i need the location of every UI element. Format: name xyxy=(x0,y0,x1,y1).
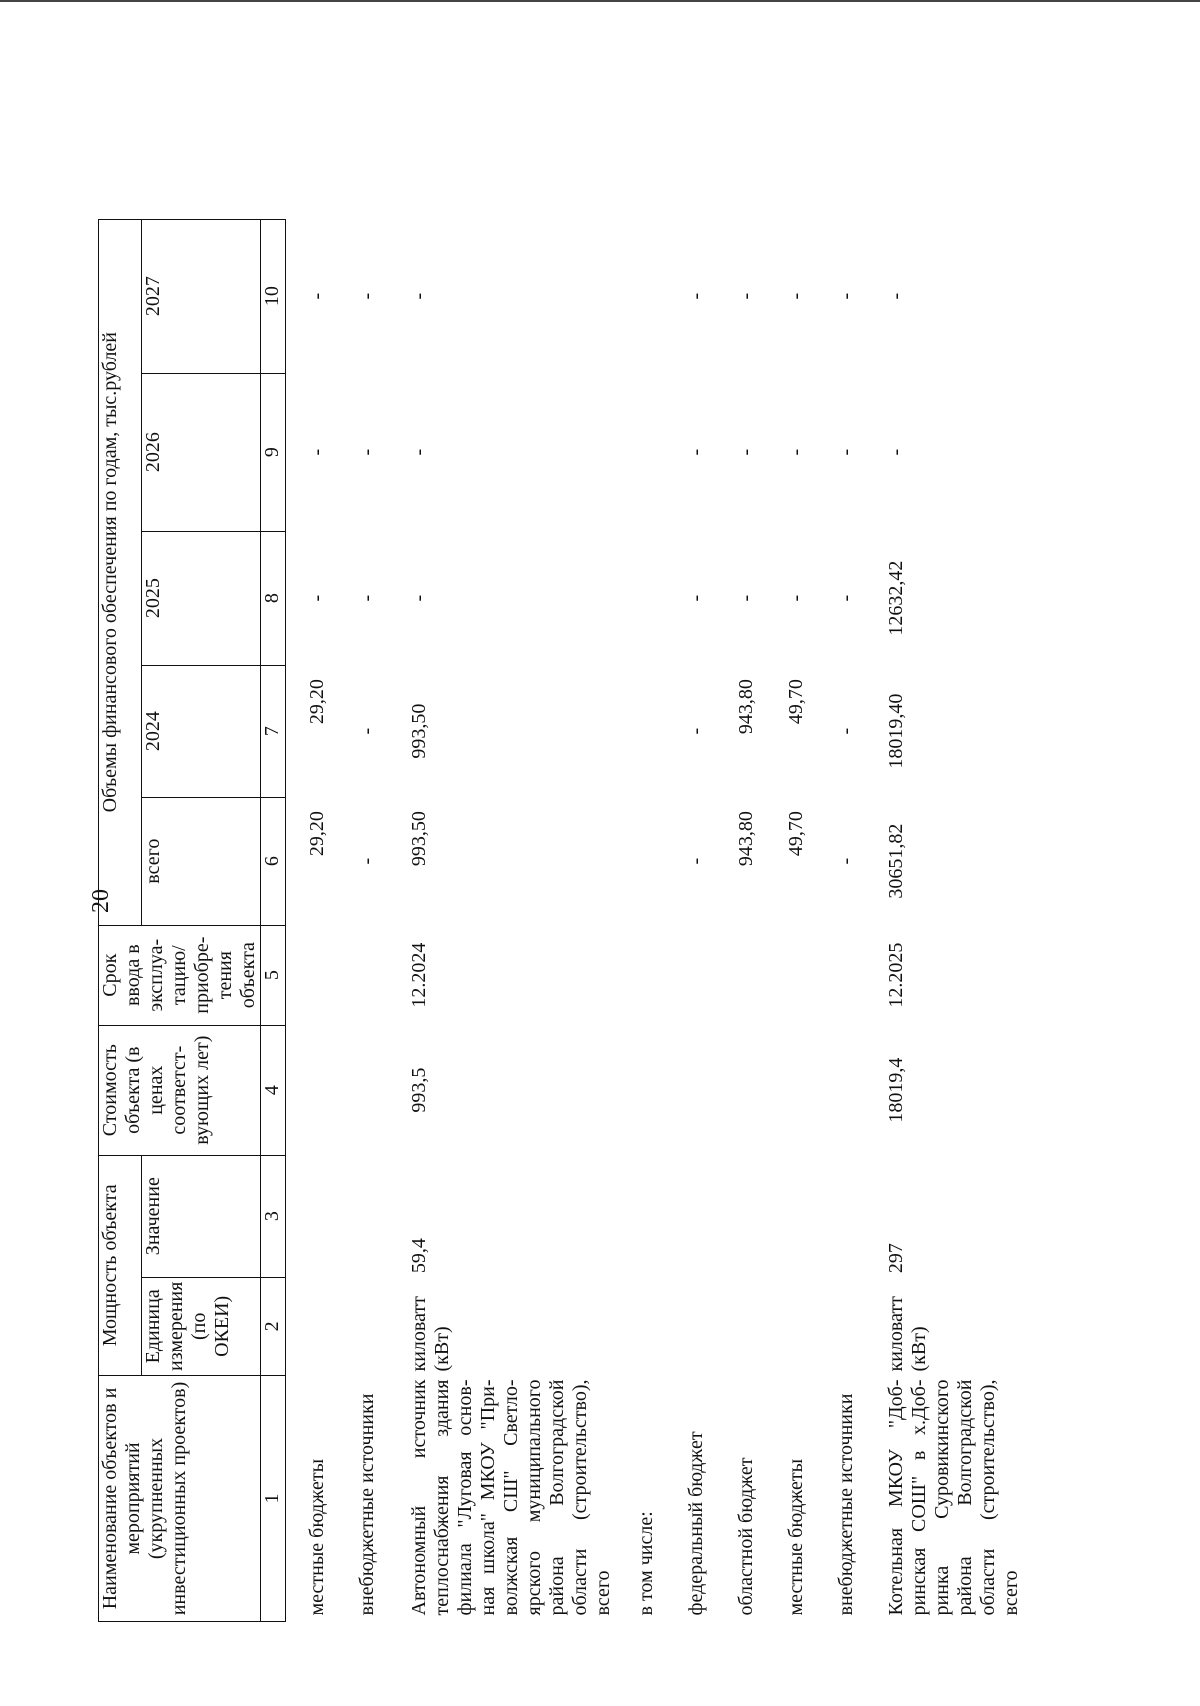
row-name: Автономный источник теплоснабжения здания филиала "Луговая основ-ная школа" МКОУ "При-волжская СШ" Светло-ярского муниципального района Волгоградской области (строительство), всего xyxy=(407,1379,614,1616)
row-term xyxy=(336,925,388,1025)
row-cost xyxy=(336,1025,388,1155)
row-value xyxy=(765,1155,815,1277)
header-year-2026: 2026 xyxy=(142,373,261,531)
row-cost xyxy=(715,1025,765,1155)
row-term xyxy=(665,925,715,1025)
row-term xyxy=(715,925,765,1025)
row-2027: - xyxy=(834,292,857,300)
table-header xyxy=(99,219,286,1621)
row-total: - xyxy=(834,857,857,865)
row-name: внебюджетные источники xyxy=(834,1393,857,1616)
header-capacity: Мощность объекта xyxy=(99,1155,142,1375)
row-term xyxy=(765,925,815,1025)
row-name: внебюджетные источники xyxy=(355,1393,378,1616)
column-number-row xyxy=(261,219,286,1621)
row-2027: - xyxy=(784,292,807,300)
table-body xyxy=(286,219,1023,1621)
table-row xyxy=(865,219,1023,1621)
row-value: 297 xyxy=(884,1243,907,1274)
row-value xyxy=(336,1155,388,1277)
header-year-2027: 2027 xyxy=(142,219,261,373)
header-term: Срок ввода в эксплуа-тацию/ приобре-тения объекта xyxy=(99,925,261,1025)
column-number: 2 xyxy=(261,1277,286,1375)
row-cost xyxy=(815,1025,865,1155)
row-cost xyxy=(615,1025,665,1155)
row-2026: - xyxy=(834,448,857,456)
row-2026: - xyxy=(734,448,757,456)
table-row xyxy=(715,219,765,1621)
row-cost xyxy=(286,1025,336,1155)
row-cost xyxy=(765,1025,815,1155)
header-finance: Объемы финансового обеспечения по годам, тыс.рублей xyxy=(99,219,142,925)
column-number: 8 xyxy=(261,531,286,665)
row-2027: - xyxy=(884,292,907,300)
table-row xyxy=(336,219,388,1621)
column-number: 5 xyxy=(261,925,286,1025)
column-number: 9 xyxy=(261,373,286,531)
row-value xyxy=(815,1155,865,1277)
row-term: 12.2024 xyxy=(407,942,430,1008)
row-unit: киловатт (кВт) xyxy=(884,1296,930,1372)
column-number: 1 xyxy=(261,1376,286,1622)
row-2027: - xyxy=(684,292,707,300)
row-value xyxy=(286,1155,336,1277)
row-total: 993,50 xyxy=(407,811,430,867)
row-name: Котельная МКОУ "Доб-ринская СОШ" в х.Доб-ринка Суровикинского района Волгоградской области (строительство), всего xyxy=(884,1379,1022,1616)
row-term xyxy=(615,925,665,1025)
row-2024: 943,80 xyxy=(734,679,757,735)
row-2024: 993,50 xyxy=(407,703,430,759)
column-number: 6 xyxy=(261,797,286,925)
page-number: 20 xyxy=(88,889,114,913)
row-2025: - xyxy=(784,594,807,602)
row-total: 30651,82 xyxy=(884,823,907,899)
row-2024: 49,70 xyxy=(784,679,807,725)
table-row xyxy=(765,219,815,1621)
row-unit xyxy=(665,1277,715,1375)
row-2027: - xyxy=(355,292,378,300)
row-2026: - xyxy=(884,448,907,456)
row-2025: - xyxy=(734,594,757,602)
header-unit: Единица измерения (по ОКЕИ) xyxy=(142,1277,261,1375)
row-2025: - xyxy=(834,594,857,602)
column-number: 10 xyxy=(261,219,286,373)
row-unit xyxy=(765,1277,815,1375)
row-2026 xyxy=(615,373,665,531)
row-value: 59,4 xyxy=(407,1238,430,1274)
row-2027: - xyxy=(306,292,328,300)
rotated-page xyxy=(0,96,1200,1706)
row-2025 xyxy=(615,531,665,665)
row-value xyxy=(715,1155,765,1277)
header-cost: Стоимость объекта (в ценах соответст-вующих лет) xyxy=(99,1025,261,1155)
row-2027: - xyxy=(734,292,757,300)
row-2025: - xyxy=(355,594,378,602)
row-2026: - xyxy=(784,448,807,456)
row-2025: 12632,42 xyxy=(884,560,907,636)
row-total: - xyxy=(684,857,707,865)
row-2025: - xyxy=(684,594,707,602)
row-2027: - xyxy=(407,292,430,300)
row-name: местные бюджеты xyxy=(306,1458,328,1616)
row-2024: - xyxy=(684,727,707,735)
header-value: Значение xyxy=(142,1155,261,1277)
header-year-2025: 2025 xyxy=(142,531,261,665)
row-2026: - xyxy=(306,448,328,456)
row-value xyxy=(665,1155,715,1277)
row-total: 49,70 xyxy=(784,811,807,857)
row-2025: - xyxy=(306,594,328,602)
row-unit xyxy=(336,1277,388,1375)
row-2024: 18019,40 xyxy=(884,693,907,769)
row-2026: - xyxy=(407,448,430,456)
table-row xyxy=(286,219,336,1621)
row-2024 xyxy=(615,665,665,797)
row-name: местные бюджеты xyxy=(784,1458,807,1616)
row-2024: 29,20 xyxy=(306,679,328,725)
table-row xyxy=(388,219,615,1621)
row-name: в том числе: xyxy=(634,1511,657,1616)
row-value xyxy=(615,1155,665,1277)
row-2024: - xyxy=(355,727,378,735)
row-unit: киловатт (кВт) xyxy=(407,1296,453,1372)
table-row xyxy=(815,219,865,1621)
column-number: 7 xyxy=(261,665,286,797)
header-year-2024: 2024 xyxy=(142,665,261,797)
row-2026: - xyxy=(355,448,378,456)
table-row xyxy=(615,219,665,1621)
row-2027 xyxy=(615,219,665,373)
row-term xyxy=(815,925,865,1025)
column-number: 3 xyxy=(261,1155,286,1277)
row-name: федеральный бюджет xyxy=(684,1431,707,1616)
row-cost xyxy=(665,1025,715,1155)
column-number: 4 xyxy=(261,1025,286,1155)
row-term: 12.2025 xyxy=(884,942,907,1008)
row-2025: - xyxy=(407,594,430,602)
row-unit xyxy=(815,1277,865,1375)
top-border-line xyxy=(0,0,1200,2)
header-object-name: Наименование объектов и мероприятий (укрупненных инвестиционных проектов) xyxy=(99,1376,261,1622)
row-unit xyxy=(615,1277,665,1375)
row-total: 29,20 xyxy=(306,811,328,857)
row-2026: - xyxy=(684,448,707,456)
row-cost: 18019,4 xyxy=(884,1057,907,1123)
row-cost: 993,5 xyxy=(407,1067,430,1113)
header-total: всего xyxy=(142,797,261,925)
row-unit xyxy=(715,1277,765,1375)
row-2024: - xyxy=(834,727,857,735)
row-total: 943,80 xyxy=(734,811,757,867)
investment-table xyxy=(98,219,1023,1622)
row-unit xyxy=(286,1277,336,1375)
table-row xyxy=(665,219,715,1621)
row-total: - xyxy=(355,857,378,865)
row-term xyxy=(286,925,336,1025)
row-name: областной бюджет xyxy=(734,1457,757,1616)
row-total xyxy=(615,797,665,925)
